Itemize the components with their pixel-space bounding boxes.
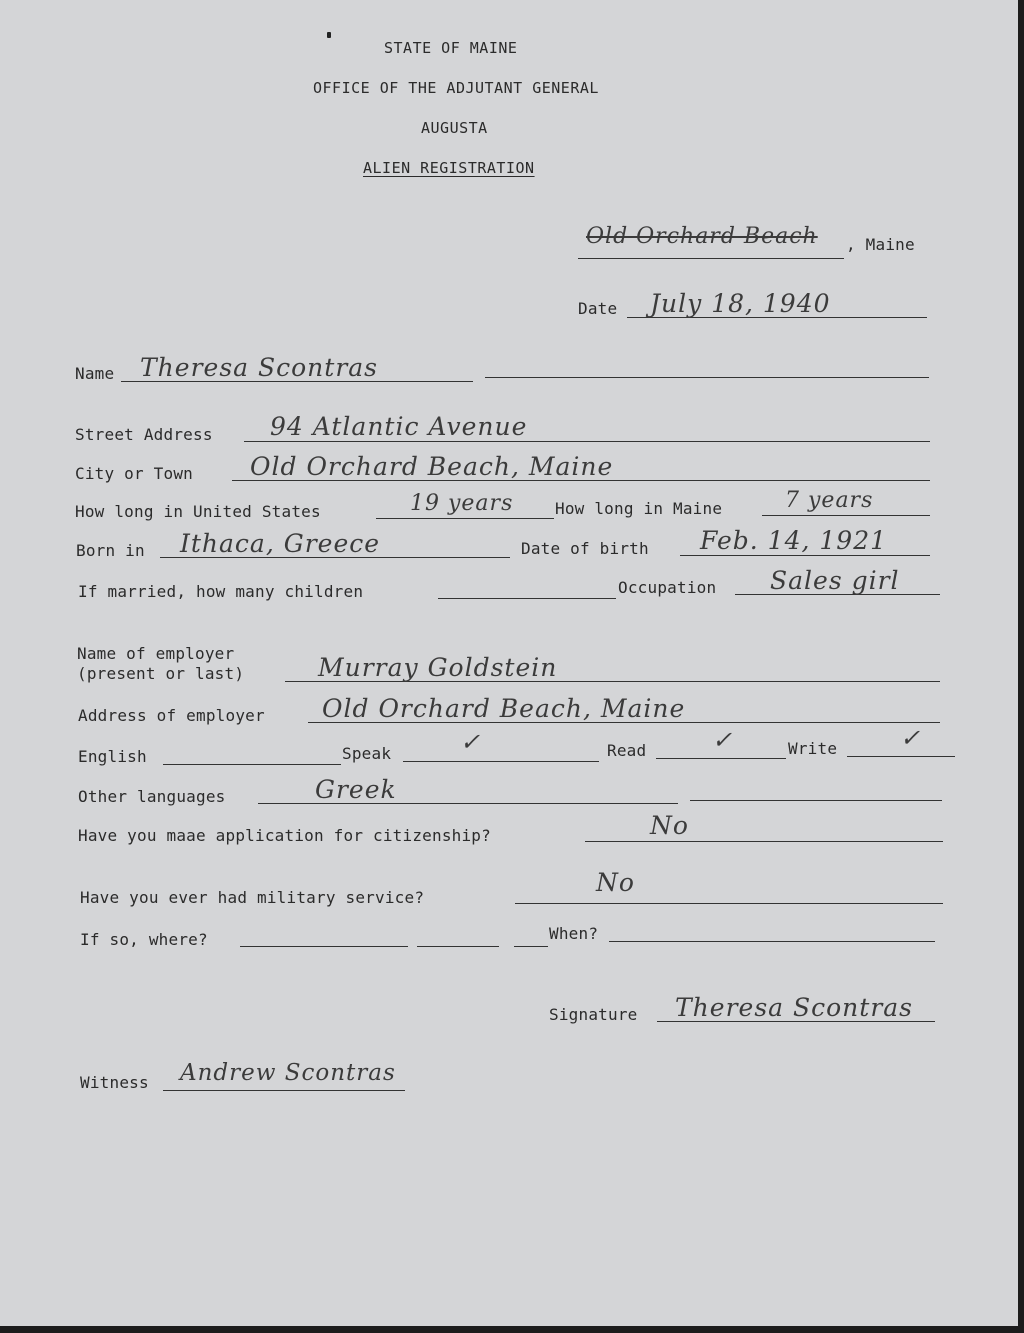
occupation-value[interactable]: Sales girl	[770, 566, 900, 595]
witness-label: Witness	[80, 1073, 149, 1092]
where-line	[240, 946, 408, 947]
when-label: When?	[549, 924, 599, 943]
english-line	[163, 764, 341, 765]
military-line	[515, 903, 943, 904]
name-value[interactable]: Theresa Scontras	[140, 353, 379, 382]
speak-value[interactable]: ✓	[460, 728, 482, 756]
location-line	[578, 258, 844, 259]
occupation-label: Occupation	[618, 578, 717, 597]
name-line-2	[485, 377, 929, 378]
employer-label: Name of employer	[77, 644, 235, 663]
location-suffix: , Maine	[846, 235, 915, 254]
born-in-label: Born in	[76, 541, 145, 560]
signature-value[interactable]: Theresa Scontras	[675, 993, 914, 1022]
how-long-maine-label: How long in Maine	[555, 499, 723, 518]
other-languages-line-2	[690, 800, 942, 801]
witness-line	[163, 1090, 405, 1091]
when-line	[609, 941, 935, 942]
header-city: AUGUSTA	[421, 119, 488, 137]
city-label: City or Town	[75, 464, 193, 483]
name-label: Name	[75, 364, 115, 383]
date-of-birth-label: Date of birth	[521, 539, 649, 558]
speak-line	[403, 761, 599, 762]
speak-label: Speak	[342, 744, 392, 763]
citizenship-value[interactable]: No	[650, 811, 689, 840]
children-label: If married, how many children	[78, 582, 364, 601]
children-line	[438, 598, 616, 599]
other-languages-label: Other languages	[78, 787, 226, 806]
employer-address-value[interactable]: Old Orchard Beach, Maine	[322, 694, 686, 723]
write-value[interactable]: ✓	[900, 724, 922, 752]
header-state: STATE OF MAINE	[384, 39, 518, 57]
city-value[interactable]: Old Orchard Beach, Maine	[250, 452, 614, 481]
location-handwritten[interactable]: Old Orchard Beach	[586, 224, 818, 249]
military-value[interactable]: No	[596, 868, 635, 897]
where-label: If so, where?	[80, 930, 208, 949]
header-title: ALIEN REGISTRATION	[363, 159, 535, 177]
date-value[interactable]: July 18, 1940	[650, 289, 831, 318]
date-label: Date	[578, 299, 618, 318]
citizenship-line	[585, 841, 943, 842]
other-languages-value[interactable]: Greek	[315, 775, 397, 804]
read-label: Read	[607, 741, 647, 760]
header-office: OFFICE OF THE ADJUTANT GENERAL	[313, 79, 599, 97]
how-long-us-value[interactable]: 19 years	[410, 491, 514, 516]
read-value[interactable]: ✓	[712, 726, 734, 754]
how-long-maine-line	[762, 515, 930, 516]
write-line	[847, 756, 955, 757]
date-of-birth-line	[680, 555, 930, 556]
how-long-maine-value[interactable]: 7 years	[785, 488, 874, 513]
how-long-us-line	[376, 518, 554, 519]
military-label: Have you ever had military service?	[80, 888, 425, 907]
citizenship-label: Have you maae application for citizenship?	[78, 826, 491, 845]
where-line-2	[417, 946, 499, 947]
employer-address-label: Address of employer	[78, 706, 265, 725]
street-label: Street Address	[75, 425, 213, 444]
employer-value[interactable]: Murray Goldstein	[318, 653, 558, 682]
employer-label-sub: (present or last)	[77, 664, 245, 683]
write-label: Write	[788, 739, 838, 758]
date-of-birth-value[interactable]: Feb. 14, 1921	[700, 526, 887, 555]
witness-value[interactable]: Andrew Scontras	[180, 1060, 396, 1086]
street-line	[244, 441, 930, 442]
how-long-us-label: How long in United States	[75, 502, 321, 521]
where-line-3	[514, 946, 548, 947]
read-line	[656, 758, 786, 759]
ink-dot	[327, 32, 331, 38]
english-label: English	[78, 747, 147, 766]
signature-label: Signature	[549, 1005, 638, 1024]
born-in-value[interactable]: Ithaca, Greece	[180, 529, 381, 558]
street-value[interactable]: 94 Atlantic Avenue	[270, 412, 528, 441]
